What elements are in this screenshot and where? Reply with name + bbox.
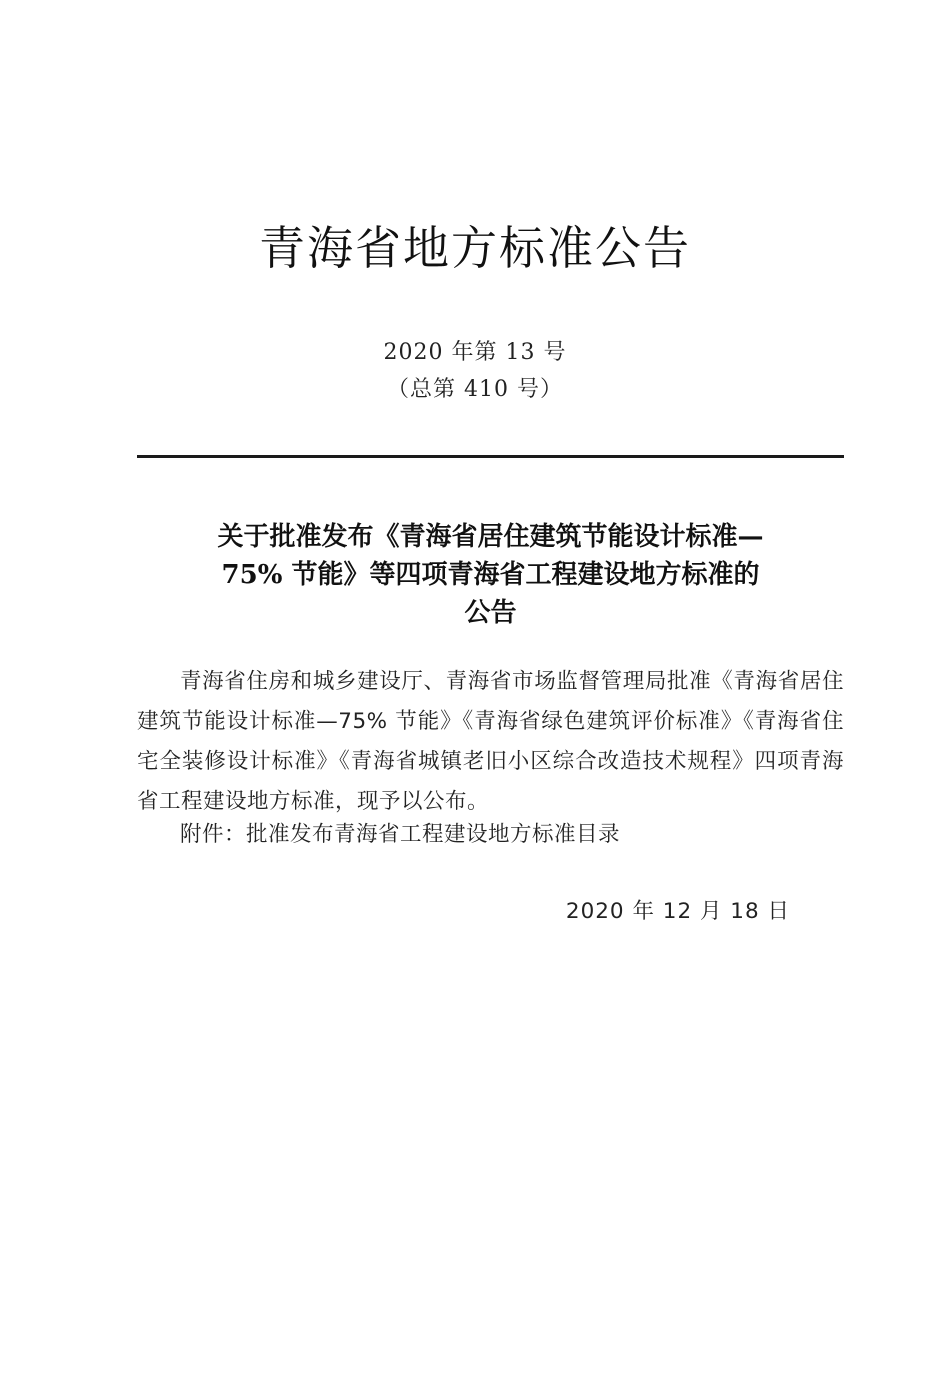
attachment-note: 附件：批准发布青海省工程建设地方标准目录 [180,822,621,847]
heading-line: 关于批准发布《青海省居住建筑节能设计标准— [217,522,764,552]
announcement-body: 青海省住房和城乡建设厅、青海省市场监督管理局批准《青海省居住建筑节能设计标准—75% 节能》《青海省绿色建筑评价标准》《青海省住宅全装修设计标准》《青海省城镇老旧小区综合改造技术规程》四项青海省工程建设地方标准，现予以公布。 [137,669,844,814]
issue-number: 2020 年第 13 号 [383,340,567,365]
document-title: 青海省地方标准公告 [259,221,691,275]
issue-date: 2020 年 12 月 18 日 [565,899,790,924]
heading-line: 公告 [464,598,517,628]
issue-total-number: （总第 410 号） [387,377,563,402]
header-divider [137,455,844,458]
heading-line: 75% 节能》等四项青海省工程建设地方标准的 [221,560,760,590]
announcement-heading [137,518,844,632]
